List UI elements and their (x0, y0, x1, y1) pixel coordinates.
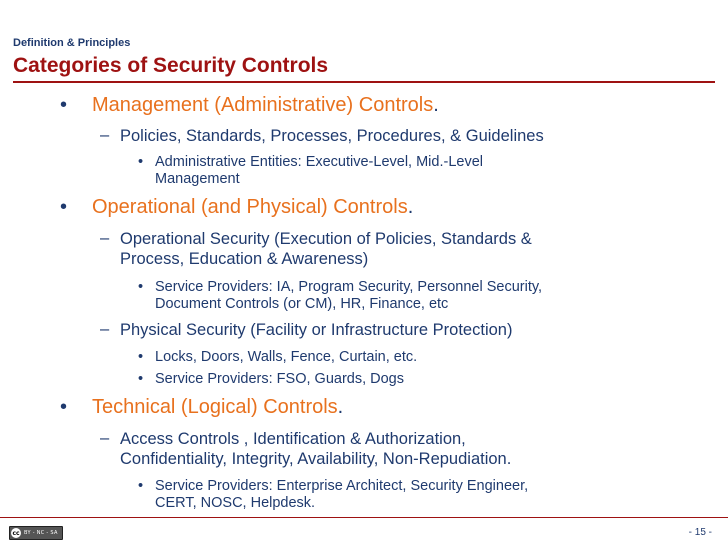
bullet-label: Management (Administrative) Controls (92, 94, 434, 116)
sub-bullet-marker: • (138, 371, 144, 387)
bullet-technical-controls (92, 396, 343, 419)
sub-sub-bullet-service-providers-fso: Service Providers: FSO, Guards, Dogs (155, 371, 404, 387)
bullet-label: Technical (Logical) Controls (92, 396, 338, 418)
slide-title: Categories of Security Controls (13, 54, 329, 77)
line: Administrative Entities: Executive-Level, Mid.-Level (155, 154, 483, 170)
line: Confidentiality, Integrity, Availability, Non-Repudiation. (120, 450, 512, 468)
dash-marker: – (100, 320, 110, 338)
footer-divider (0, 517, 728, 518)
sub-sub-bullet-service-providers-enterprise (155, 478, 528, 512)
line: Access Controls , Identification & Authorization, (120, 430, 466, 448)
dash-marker: – (100, 126, 110, 144)
creative-commons-icon (9, 526, 63, 540)
sub-bullet-operational-security (120, 229, 532, 269)
cc-symbol: cc (12, 529, 20, 537)
sub-bullet-marker: • (138, 349, 144, 365)
sub-sub-bullet-administrative-entities (155, 154, 483, 188)
dash-marker: – (100, 429, 110, 447)
bullet-suffix: . (337, 396, 344, 418)
section-subtitle: Definition & Principles (13, 37, 131, 49)
bullet-operational-controls (92, 196, 413, 219)
sub-sub-bullet-locks: Locks, Doors, Walls, Fence, Curtain, etc. (155, 349, 418, 365)
sub-bullet-policies: Policies, Standards, Processes, Procedures, & Guidelines (120, 127, 544, 145)
line: Document Controls (or CM), HR, Finance, etc (155, 296, 449, 312)
sub-bullet-physical-security: Physical Security (Facility or Infrastructure Protection) (120, 321, 513, 339)
line: Management (155, 171, 240, 187)
bullet-management-controls (92, 94, 439, 117)
bullet-marker: • (60, 396, 68, 418)
bullet-marker: • (60, 196, 68, 218)
page-number: - 15 - (688, 527, 712, 538)
dash-marker: – (100, 229, 110, 247)
line: Service Providers: IA, Program Security, Personnel Security, (155, 279, 543, 295)
bullet-marker: • (60, 94, 68, 116)
sub-bullet-marker: • (138, 279, 144, 295)
sub-sub-bullet-service-providers-ia (155, 279, 542, 313)
sub-bullet-access-controls (120, 429, 511, 469)
line: CERT, NOSC, Helpdesk. (155, 495, 316, 511)
license-text: BY - NC - SA (24, 530, 58, 536)
line: Operational Security (Execution of Policies, Standards & (120, 230, 532, 248)
line: Service Providers: Enterprise Architect, Security Engineer, (155, 478, 529, 494)
sub-bullet-marker: • (138, 478, 144, 494)
bullet-suffix: . (433, 94, 439, 116)
line: Process, Education & Awareness) (120, 250, 369, 268)
bullet-label: Operational (and Physical) Controls (92, 196, 408, 218)
bullet-suffix: . (407, 196, 414, 218)
sub-bullet-marker: • (138, 154, 144, 170)
